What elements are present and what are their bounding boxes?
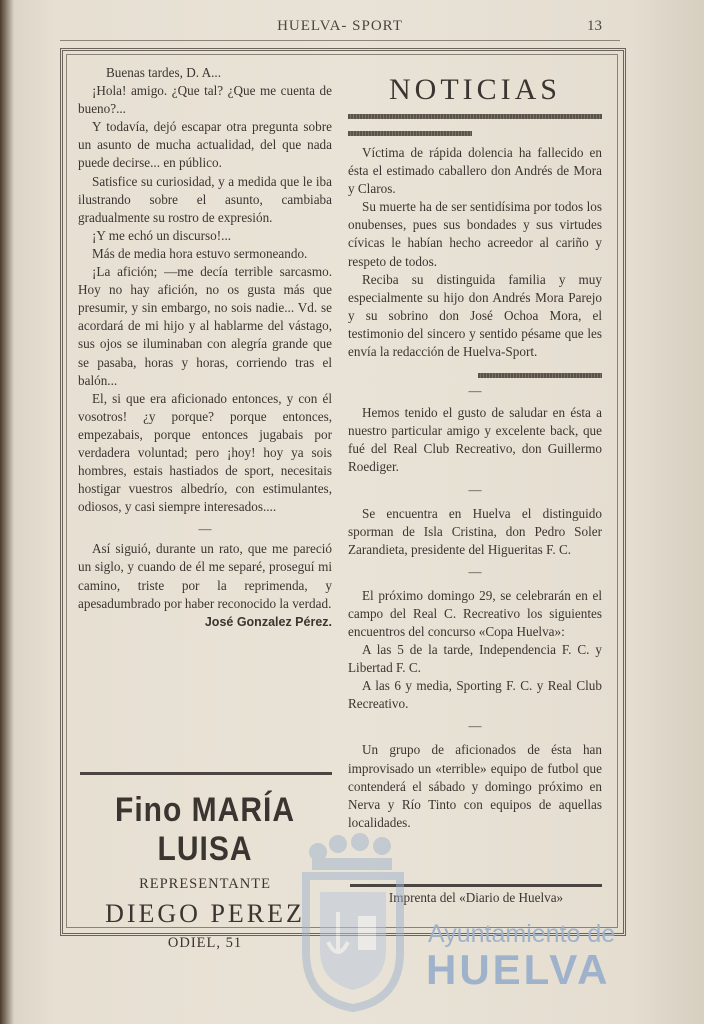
- page-edge-shadow: [0, 0, 14, 1024]
- section-heading: NOTICIAS: [389, 73, 561, 106]
- separator: —: [198, 521, 212, 537]
- coat-of-arms-watermark: [298, 832, 408, 1012]
- watermark-line1: Ayuntamiento de: [428, 920, 616, 948]
- paragraph: Satisfice su curiosidad, y a medida que le iba ilustrando sobre el asunto, cambiaba gradualmente su rostro de expresión.: [78, 173, 332, 225]
- ad-name: DIEGO PEREZ: [105, 899, 305, 928]
- short-rule: [478, 373, 602, 378]
- ad-address: ODIEL, 51: [167, 935, 243, 951]
- advertisement: [78, 790, 332, 952]
- news-item: [348, 404, 602, 476]
- paragraph: Su muerte ha de ser sentidísima por todos los onubenses, pues sus bondades y sus virtudes cívicas le habían hecho acreedor al cariño y respeto de todos.: [348, 199, 602, 269]
- heading-rule: [348, 114, 602, 119]
- ad-representante: REPRESENTANTE: [139, 876, 271, 892]
- paragraph: ¡Y me echó un discurso!...: [92, 227, 232, 243]
- paragraph: Un grupo de aficionados de ésta han improvisado un «terrible» equipo de futbol que contenderá el sábado y domingo próximo en Nerva y Río Tinto con equipos de aquellas localidades.: [348, 742, 602, 830]
- signature: José Gonzalez Pérez.: [204, 614, 332, 629]
- paragraph: A las 6 y media, Sporting F. C. y Real Club Recreativo.: [348, 678, 602, 712]
- news-item: [348, 741, 602, 831]
- ad-brand: Fino MARÍA LUISA: [115, 790, 295, 868]
- separator: —: [468, 383, 482, 399]
- paragraph: Y todavía, dejó escapar otra pregunta sobre un asunto de mucha actualidad, del que nada puede decirse... en público.: [78, 119, 332, 171]
- paragraph: A las 5 de la tarde, Independencia F. C. y Libertad F. C.: [348, 642, 602, 676]
- watermark-line2: HUELVA: [426, 946, 611, 993]
- paragraph: Más de media hora estuvo sermoneando.: [92, 245, 308, 261]
- news-item: [348, 587, 602, 714]
- paragraph: Así siguió, durante un rato, que me pareció un siglo, y cuando de él me separé, proseguí mi camino, triste por la reprimenda, y apesadumbrado por haber reconocido la verdad.: [78, 541, 332, 611]
- paragraph: Buenas tardes, D. A...: [106, 65, 222, 80]
- paragraph: ¡Hola! amigo. ¿Que tal? ¿Que me cuenta de bueno?...: [78, 83, 332, 117]
- right-column: [348, 64, 602, 832]
- separator: —: [468, 481, 482, 497]
- news-item: [348, 505, 602, 559]
- paragraph: Hemos tenido el gusto de saludar en ésta a nuestro particular amigo y excelente back, que fué del Real Club Recreativo, don Guillermo Roediger.: [348, 405, 602, 475]
- paragraph: El, si que era aficionado entonces, y con él vosotros! ¿y porque? porque entonces, empezabais, porque entonces jugabais por verdadera voluntad; pero ¡hoy! hoy ya sois hombres, estais hastiados de sport, necesitais hostigar vuestros albedrío, con estimulantes, odiosos, y casi siempre interesados....: [78, 390, 332, 515]
- paragraph: Víctima de rápida dolencia ha fallecido en ésta el estimado caballero don Andrés de Mora y Claros.: [348, 145, 602, 197]
- news-item: [348, 144, 602, 361]
- printer-line: Imprenta del «Diario de Huelva»: [388, 890, 564, 905]
- paragraph: El próximo domingo 29, se celebrarán en el campo del Real C. Recreativo los siguientes encuentros del concurso «Copa Huelva»:: [348, 587, 602, 639]
- page-number: 13: [587, 18, 602, 34]
- separator: —: [468, 718, 482, 734]
- left-column: [78, 64, 332, 629]
- paragraph: Reciba su distinguida familia y muy especialmente su hijo don Andrés Mora Parejo y su sobrino don José Ochoa Mora, el testimonio del sincero y sentido pésame que les envía la redacción de Huelva-Sport.: [348, 271, 602, 360]
- ad-top-rule: [80, 772, 332, 775]
- paragraph: Se encuentra en Huelva el distinguido sporman de Isla Cristina, don Pedro Soler Zarandieta, presidente del Higueritas F. C.: [348, 505, 602, 557]
- separator: —: [468, 563, 482, 579]
- header-title: HUELVA- SPORT: [277, 18, 403, 34]
- short-rule: [348, 131, 472, 136]
- paragraph: ¡La afición; —me decía terrible sarcasmo. Hoy no hay afición, no os gusta más que presumir, y sin embargo, no sois nadie... Vd. se acordará de mi hijo y al hablarme del vástago, sus ojos se iluminaban con alegría grande que se pasaba, horas y horas, corriendo tras el balón...: [78, 264, 332, 388]
- running-header: [60, 16, 620, 41]
